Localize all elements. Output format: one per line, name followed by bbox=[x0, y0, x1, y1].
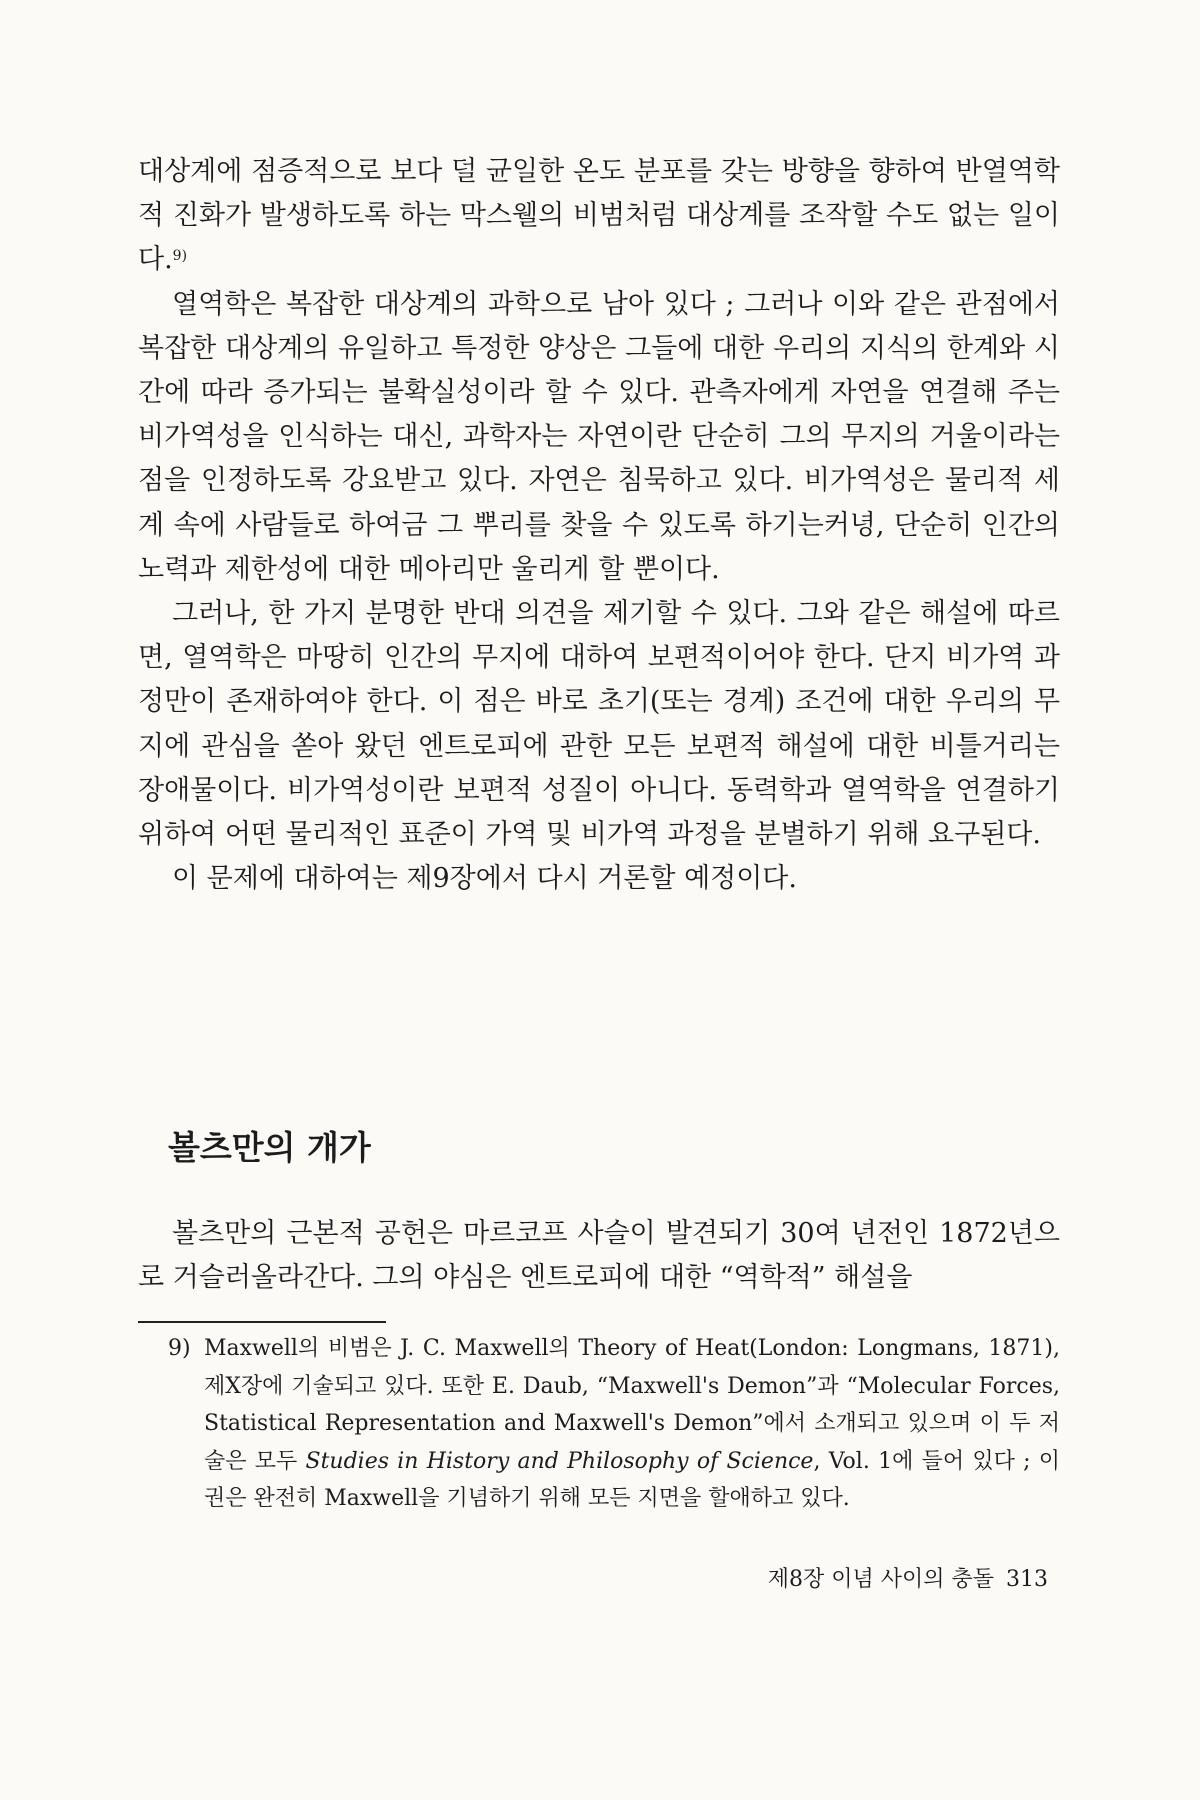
footnote-reference: 9) bbox=[172, 248, 188, 265]
page-number: 313 bbox=[1006, 1567, 1048, 1592]
paragraph-1-text: 대상계에 점증적으로 보다 덜 균일한 온도 분포를 갖는 방향을 향하여 반열역학적 진화가 발생하도록 하는 막스웰의 비범처럼 대상계를 조작할 수도 없는 일이다. bbox=[138, 156, 1060, 276]
footnote-journal-title: Studies in History and Philosophy of Science bbox=[305, 1448, 814, 1474]
paragraph-3: 그러나, 한 가지 분명한 반대 의견을 제기할 수 있다. 그와 같은 해설에 따르면, 열역학은 마땅히 인간의 무지에 대하여 보편적이어야 한다. 단지 비가역 과정만이 존재하여야 한다. 이 점은 바로 초기(또는 경계) 조건에 대한 우리의 무지에 관심을 쏟아 왔던 엔트로피에 관한 모든 보편적 해설에 대한 비틀거리는 장애물이다. 비가역성이란 보편적 성질이 아니다. 동력학과 열역학을 연결하기 위하여 어떤 물리적인 표준이 가역 및 비가역 과정을 분별하기 위해 요구된다. bbox=[138, 598, 1060, 851]
footnote-text-a: Maxwell의 비범은 J. C. Maxwell의 Theory of Heat(London: Longmans, 1871), 제X장에 기술되고 있다. 또한 E. Daub, “Maxwell's Demon”과 “Molecular Forces, Statistical Representation and Maxwell's Demon”에서 소개되고 있으며 이 두 저술은 모두 bbox=[204, 1336, 1060, 1474]
footnote-divider bbox=[138, 1321, 386, 1323]
page-footer bbox=[768, 1562, 1048, 1593]
running-head: 제8장 이념 사이의 충돌 bbox=[767, 1567, 994, 1592]
section-paragraph: 볼츠만의 근본적 공헌은 마르코프 사슬이 발견되기 30여 년전인 1872년으로 거슬러올라간다. 그의 야심은 엔트로피에 대한 “역학적” 해설을 bbox=[138, 1218, 1060, 1294]
paragraph-4: 이 문제에 대하여는 제9장에서 다시 거론할 예정이다. bbox=[172, 863, 797, 895]
body-text bbox=[138, 150, 1060, 901]
section-title: 볼츠만의 개가 bbox=[168, 1128, 371, 1167]
paragraph-1 bbox=[138, 150, 1060, 283]
footnote-number: 9) bbox=[168, 1336, 191, 1361]
footnote bbox=[168, 1330, 1060, 1518]
footnote-text-b: , Vol. 1에 들어 있다 ; 이 권은 완전히 Maxwell을 기념하기 위해 모든 지면을 할애하고 있다. bbox=[204, 1448, 1060, 1511]
section-body bbox=[138, 1212, 1060, 1300]
paragraph-2: 열역학은 복잡한 대상계의 과학으로 남아 있다 ; 그러나 이와 같은 관점에서 복잡한 대상계의 유일하고 특정한 양상은 그들에 대한 우리의 지식의 한계와 시간에 따라 증가되는 불확실성이라 할 수 있다. 관측자에게 자연을 연결해 주는 비가역성을 인식하는 대신, 과학자는 자연이란 단순히 그의 무지의 거울이라는 점을 인정하도록 강요받고 있다. 자연은 침묵하고 있다. 비가역성은 물리적 세계 속에 사람들로 하여금 그 뿌리를 찾을 수 있도록 하기는커녕, 단순히 인간의 노력과 제한성에 대한 메아리만 울리게 할 뿐이다. bbox=[138, 288, 1060, 585]
